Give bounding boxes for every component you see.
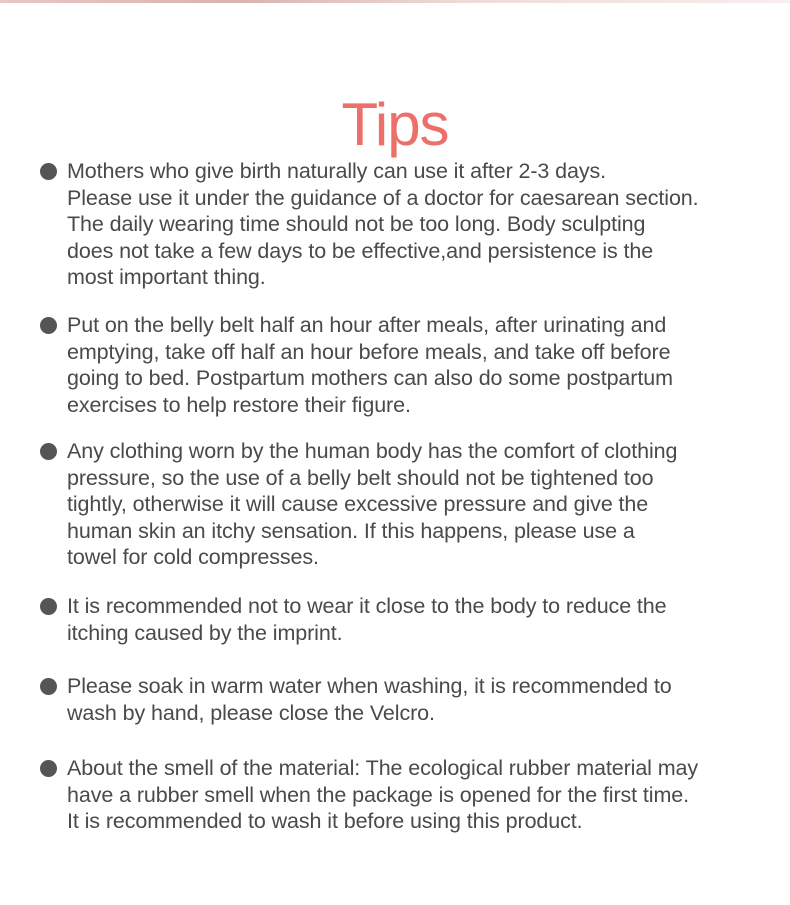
tip-text: Any clothing worn by the human body has the comfort of clothing pressure, so the use of a belly belt should not be tightened too tightly, otherwise it will cause excessive pressure and give the human skin an itchy sensation. If this happens, please use a towel for cold compresses. <box>67 439 678 569</box>
bullet-dot-icon <box>40 760 57 777</box>
tip-text: Mothers who give birth naturally can use it after 2-3 days. Please use it under the guidance of a doctor for caesarean section. The daily wearing time should not be too long. Body sculpting does not take a few days to be effective,and persistence is the most important thing. <box>67 159 699 289</box>
tip-text: Please soak in warm water when washing, it is recommended to wash by hand, please close the Velcro. <box>67 674 672 725</box>
bullet-dot-icon <box>40 678 57 695</box>
tip-text: It is recommended not to wear it close to the body to reduce the itching caused by the imprint. <box>67 594 667 645</box>
bullet-dot-icon <box>40 317 57 334</box>
tip-text: About the smell of the material: The ecological rubber material may have a rubber smell when the package is opened for the first time. It is recommended to wash it before using this product. <box>67 756 699 833</box>
bullet-dot-icon <box>40 163 57 180</box>
bullet-dot-icon <box>40 598 57 615</box>
page-title: Tips <box>341 91 449 159</box>
bullet-dot-icon <box>40 443 57 460</box>
tip-text: Put on the belly belt half an hour after meals, after urinating and emptying, take off half an hour before meals, and take off before going to bed. Postpartum mothers can also do some postpartum exercises to help restore their figure. <box>67 313 673 417</box>
top-decorative-strip <box>0 0 790 3</box>
